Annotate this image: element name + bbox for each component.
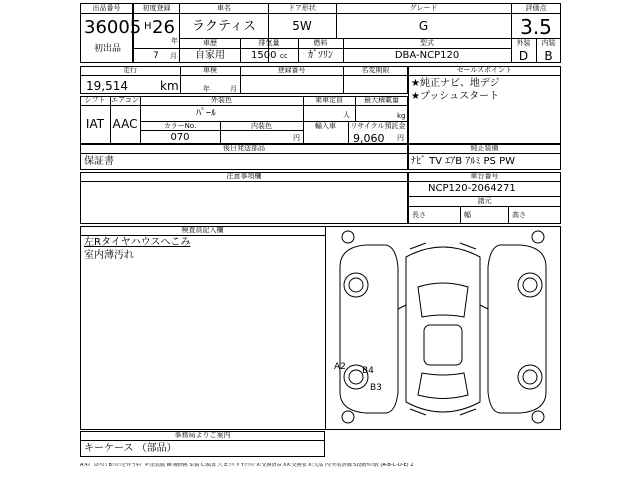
lot-label: 出品番号 <box>92 4 121 12</box>
inspection-label: 車検 <box>203 66 217 74</box>
plate-label: 登録番号 <box>277 66 306 74</box>
displacement: 1500 <box>251 50 277 61</box>
sales-label: セールスポイント <box>456 66 513 74</box>
int-label: 内装 <box>541 39 556 47</box>
mileage: 19,514 <box>86 79 128 93</box>
mileage-label: 走行 <box>123 66 137 74</box>
displacement-label: 排気量 <box>258 39 280 47</box>
office-value: キーケース （部品） <box>84 443 177 454</box>
sales-point-1: ★純正ナビ、地デジ <box>411 78 500 89</box>
year-unit: 年 <box>171 37 178 45</box>
docs-title: 後日発送部品 <box>223 144 265 152</box>
inspector-line-2: 室内薄汚れ <box>84 250 134 261</box>
car-damage-diagram <box>326 227 560 429</box>
seats-label: 乗車定員 <box>315 96 343 104</box>
dims-title: 諸元 <box>477 197 492 205</box>
payload-label: 最大積載量 <box>364 96 399 104</box>
inspection-month-unit: 月 <box>230 85 237 93</box>
fuel: ｶﾞｿﾘﾝ <box>308 50 333 61</box>
car-name-label: 車名 <box>217 4 231 12</box>
legend: A:ｷｽﾞ U:ﾍｺﾐ B:ﾍｺﾐを伴うｷｽﾞ P:塗装膜 W:補修跡 S:錆 C:腐食 穴 E:ｱﾊﾞﾀ Y:ｸﾗｯｸ X:交換済み XX:交換要 X:欠品 内:外装評価 5段階ｶｯｺ数 (A-B-C-D-E) 2 <box>80 463 414 468</box>
inspector-title: 検査員記入欄 <box>181 226 224 234</box>
width-label: 幅 <box>464 211 471 219</box>
recycle: 9,060 <box>353 132 385 145</box>
displacement-unit: cc <box>280 52 288 60</box>
color: ﾊﾟｰﾙ <box>196 108 216 119</box>
month: 7 <box>153 51 159 61</box>
sales-point-2: ★プッシュスタート <box>411 91 500 102</box>
door-label: ドア形状 <box>288 4 316 12</box>
first-listing: 初出品 <box>94 44 122 54</box>
grade: G <box>418 19 429 33</box>
fuel-label: 燃料 <box>313 39 328 47</box>
chassis-title: 車台番号 <box>470 172 499 180</box>
height-label: 高さ <box>512 211 526 219</box>
notes-title: 注意事項欄 <box>226 172 262 180</box>
transfer-label: 名変期限 <box>361 66 390 74</box>
rating-label: 評価点 <box>525 4 547 12</box>
damage-mark-a2: A2 <box>334 362 346 372</box>
docs-value: 保証書 <box>84 156 114 167</box>
year: 26 <box>152 17 175 38</box>
rating: 3.5 <box>520 15 552 39</box>
office-title: 事務局よりご案内 <box>174 431 231 439</box>
int-color-label: 内装色 <box>251 122 272 130</box>
model-label: 型式 <box>420 39 434 47</box>
payload-unit: kg <box>397 112 406 120</box>
doors: 5W <box>292 19 312 33</box>
car-name: ラクティス <box>192 19 256 34</box>
inspection-year-unit: 年 <box>203 85 210 93</box>
recycle-label: リサイクル預託金 <box>350 122 406 130</box>
length-label: 長さ <box>412 211 426 219</box>
grade-label: グレード <box>409 4 438 12</box>
shift: IAT <box>85 117 105 131</box>
color-label: 外装色 <box>211 96 232 104</box>
seats-unit: 人 <box>343 111 350 119</box>
recycle-unit-small: 円 <box>293 134 300 142</box>
damage-mark-b3: B3 <box>370 383 382 393</box>
model: DBA-NCP120 <box>394 50 460 61</box>
damage-mark-b4: B4 <box>362 366 374 376</box>
color-no-label: カラーNo. <box>163 122 197 130</box>
recycle-unit: 円 <box>397 134 404 142</box>
usage: 自家用 <box>195 50 225 61</box>
ac-label: エアコン <box>111 96 139 104</box>
chassis-value: NCP120-2064271 <box>428 183 516 194</box>
equipment-title: 純正装備 <box>470 144 499 152</box>
ext-label: 外装 <box>516 39 531 47</box>
lot-number: 36005 <box>84 17 142 38</box>
era: H <box>144 21 152 32</box>
ac: AAC <box>112 117 138 131</box>
color-no: 070 <box>170 132 190 143</box>
first-reg-label: 初度登録 <box>142 4 171 12</box>
equipment-value: ﾅﾋﾞ TV ｴｱB ｱﾙﾐ PS PW <box>411 156 515 167</box>
shift-label: シフト <box>84 96 106 104</box>
usage-label: 車歴 <box>203 39 217 47</box>
ext-grade: D <box>518 49 529 63</box>
int-grade: B <box>544 49 553 63</box>
month-unit: 月 <box>170 52 177 60</box>
import-label: 輸入車 <box>315 122 336 130</box>
mileage-unit: km <box>160 79 179 93</box>
inspector-line-1: 左Rタイヤハウスへこみ <box>84 237 191 248</box>
